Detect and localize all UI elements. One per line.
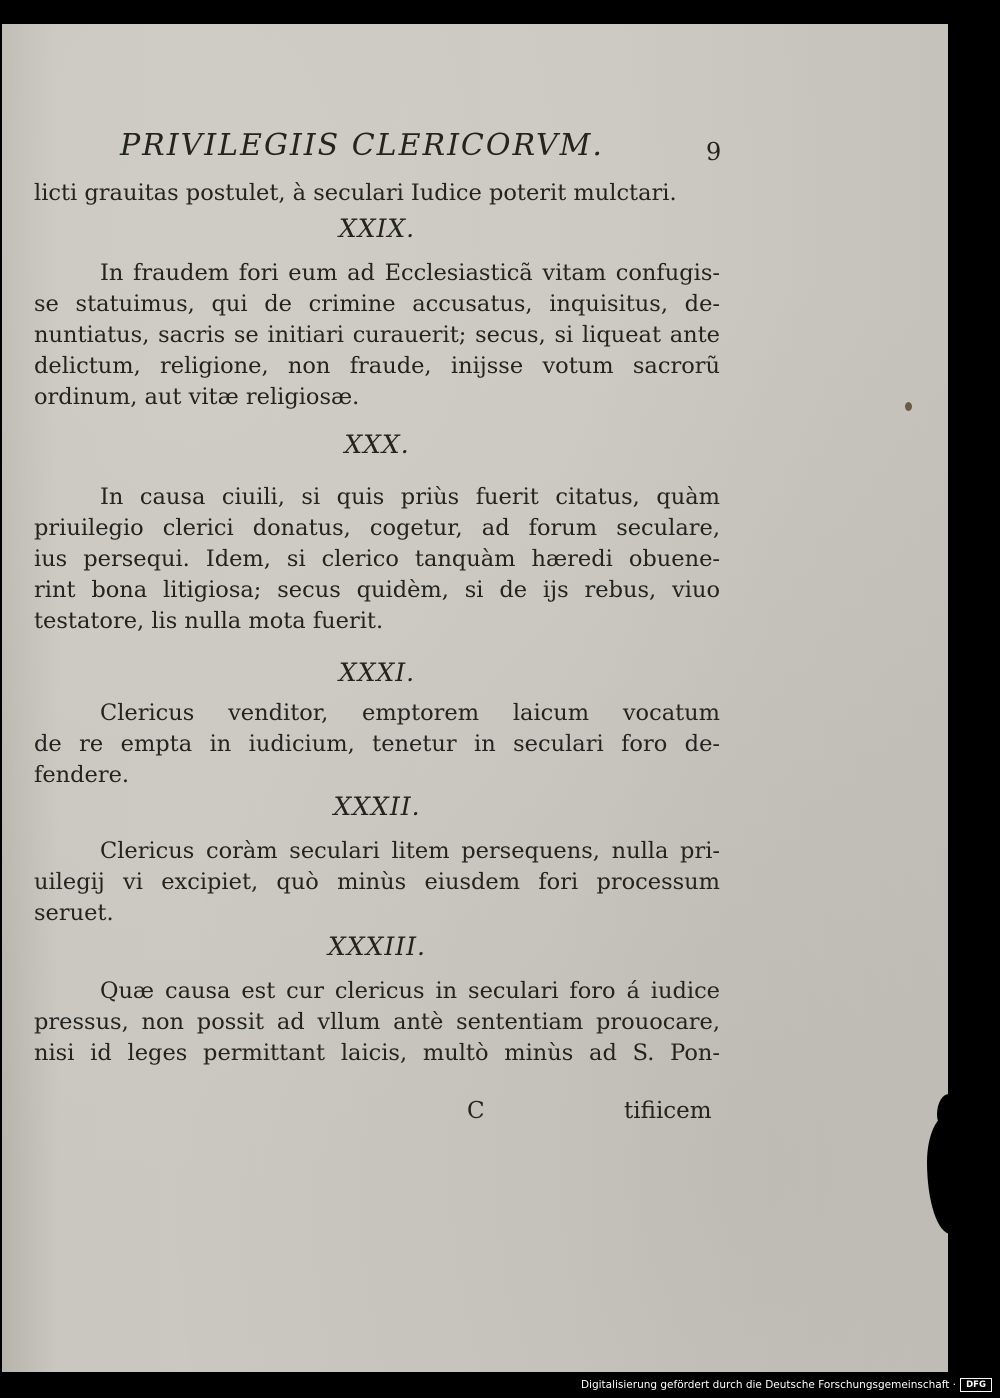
signature-mark: C xyxy=(467,1098,485,1124)
page-number: 9 xyxy=(706,138,722,166)
text-line: testatore, lis nulla mota fuerit. xyxy=(34,608,384,634)
text-line: Clericus venditor, emptorem laicum vocatum xyxy=(100,700,720,726)
section-heading: XXIX. xyxy=(338,214,416,243)
text-line: se statuimus, qui de crimine accusatus, inquisitus, de- xyxy=(34,291,720,317)
text-line: uilegij vi excipiet, quò minùs eiusdem fori processum xyxy=(34,869,720,895)
text-line: licti grauitas postulet, à seculari Iudice poterit mulctari. xyxy=(34,180,677,206)
text-line: delictum, religione, non fraude, inijsse votum sacrorũ xyxy=(34,353,720,379)
text-line: Quæ causa est cur clericus in seculari foro á iudice xyxy=(100,978,720,1004)
text-line: de re empta in iudicium, tenetur in seculari foro de- xyxy=(34,731,720,757)
text-line: In fraudem fori eum ad Ecclesiasticã vitam confugis- xyxy=(100,260,720,286)
text-line: nisi id leges permittant laicis, multò minùs ad S. Pon- xyxy=(34,1040,720,1066)
text-line: fendere. xyxy=(34,762,130,788)
dfg-logo: DFG xyxy=(960,1378,992,1392)
text-line: In causa ciuili, si quis priùs fuerit citatus, quàm xyxy=(100,484,720,510)
text-line: ius persequi. Idem, si clerico tanquàm hæredi obuene- xyxy=(34,546,720,572)
text-line: priuilegio clerici donatus, cogetur, ad forum seculare, xyxy=(34,515,720,541)
running-head: PRIVILEGIIS CLERICORVM. xyxy=(120,128,604,163)
text-line: nuntiatus, sacris se initiari curauerit; secus, si liqueat ante xyxy=(34,322,720,348)
digitization-credit xyxy=(581,1378,992,1392)
page-text xyxy=(2,24,948,1372)
section-heading: XXXI. xyxy=(338,658,416,687)
catchword: tifiicem xyxy=(624,1098,712,1124)
text-line: seruet. xyxy=(34,900,114,926)
text-line: Clericus coràm seculari litem persequens, nulla pri- xyxy=(100,838,720,864)
credit-text: Digitalisierung gefördert durch die Deutsche Forschungsgemeinschaft · xyxy=(580,1379,956,1391)
text-line: ordinum, aut vitæ religiosæ. xyxy=(34,384,360,410)
text-line: rint bona litigiosa; secus quidèm, si de ijs rebus, viuo xyxy=(34,577,720,603)
section-heading: XXXII. xyxy=(333,792,421,821)
text-line: pressus, non possit ad vllum antè sententiam prouocare, xyxy=(34,1009,720,1035)
book-page xyxy=(2,24,948,1372)
section-heading: XXX. xyxy=(344,430,410,459)
section-heading: XXXIII. xyxy=(328,932,426,961)
